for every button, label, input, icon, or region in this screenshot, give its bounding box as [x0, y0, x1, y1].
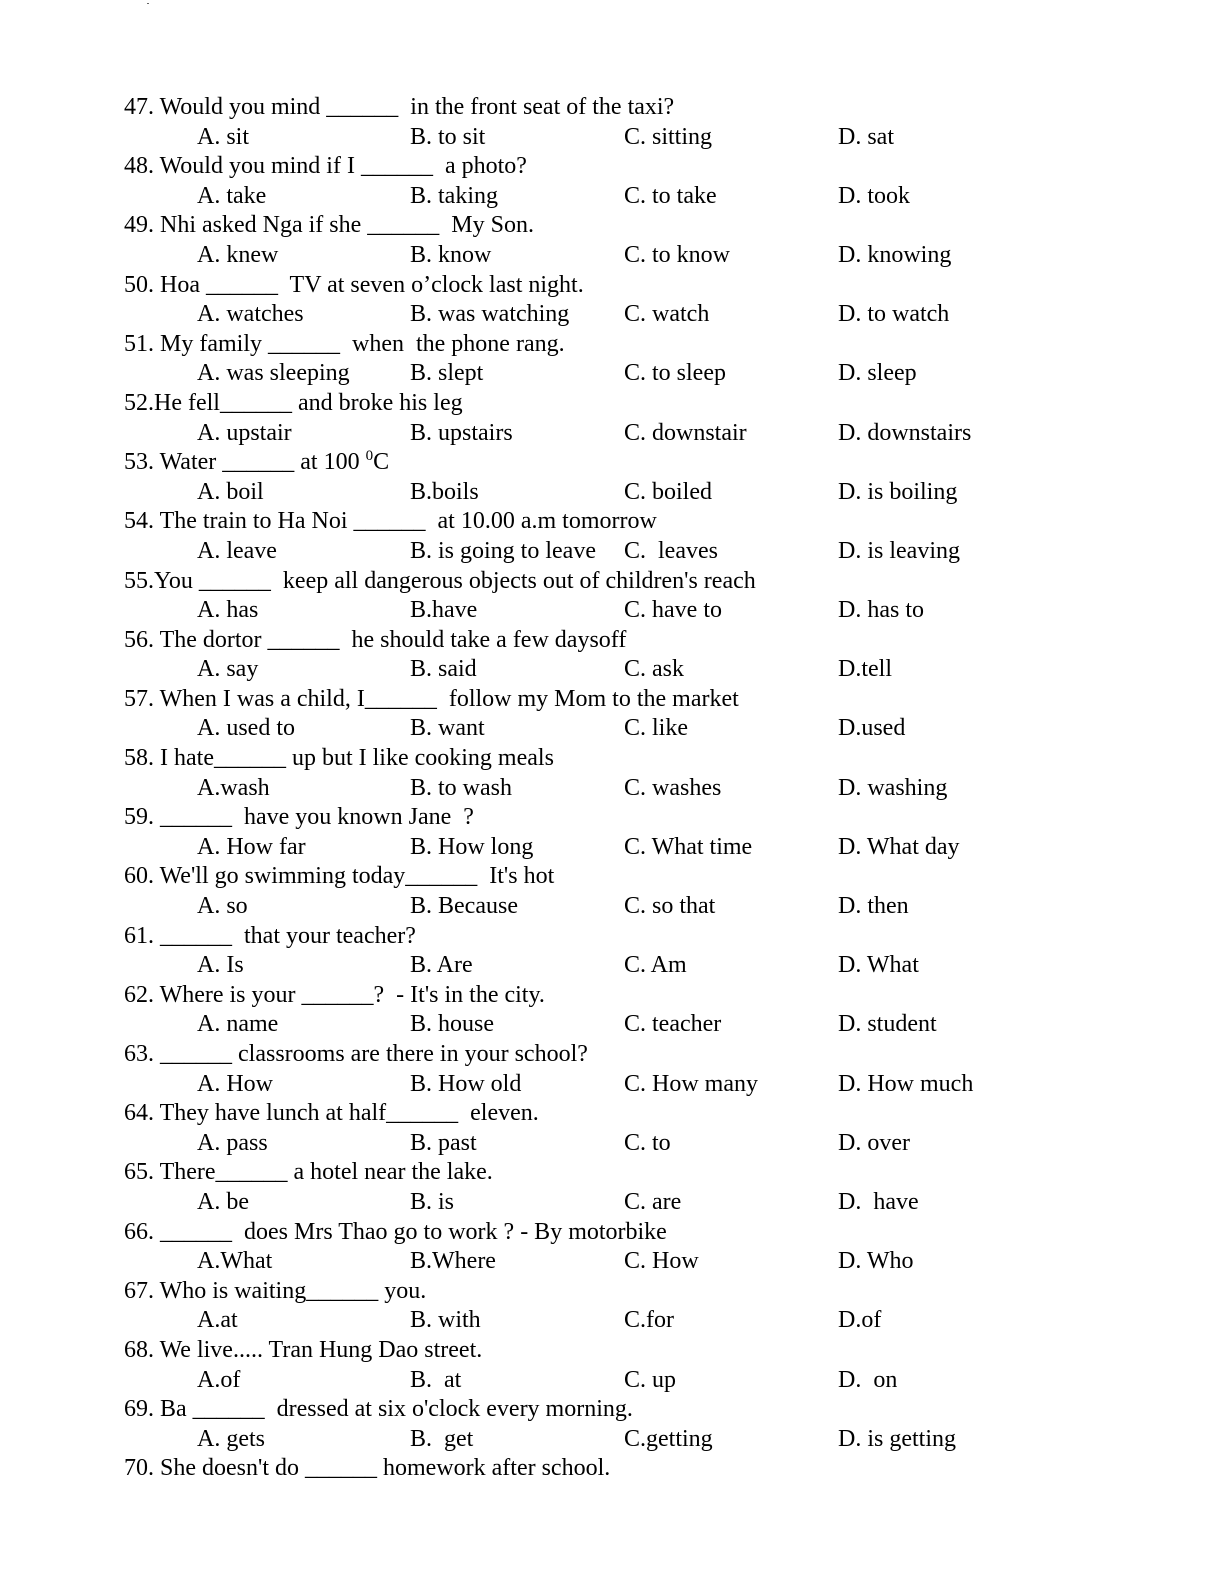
question-text: 56. The dortor ______ he should take a few daysoff [124, 626, 627, 653]
answer-option: B. with [410, 1307, 481, 1334]
answer-option: D. What day [838, 833, 960, 860]
answer-option: C. to [624, 1129, 671, 1156]
answer-option: B. Are [410, 952, 473, 979]
options-row [124, 1306, 1124, 1336]
question-text: 66. ______ does Mrs Thao go to work ? - By motorbike [124, 1218, 667, 1245]
answer-option: A. leave [197, 537, 277, 564]
answer-option: A. upstair [197, 419, 292, 446]
answer-option: D. over [838, 1129, 910, 1156]
answer-option: B. get [410, 1425, 474, 1452]
question-stem [124, 1218, 1124, 1248]
answer-option: C. downstair [624, 419, 747, 446]
answer-option: D. student [838, 1011, 937, 1038]
answer-option: C. are [624, 1188, 682, 1215]
answer-option: B. upstairs [410, 419, 513, 446]
question-text-tail: C [373, 449, 390, 476]
question-stem [124, 626, 1124, 656]
answer-option: A.at [197, 1307, 238, 1334]
answer-option: B.have [410, 597, 478, 624]
options-row [124, 714, 1124, 744]
options-row [124, 241, 1124, 271]
answer-option: D. sat [838, 123, 894, 150]
answer-option: D. has to [838, 597, 924, 624]
answer-option: D. sleep [838, 360, 917, 387]
answer-option: B. past [410, 1129, 477, 1156]
answer-option: A. boil [197, 478, 264, 505]
answer-option: C. What time [624, 833, 753, 860]
options-row [124, 774, 1124, 804]
question-stem [124, 803, 1124, 833]
options-row [124, 1070, 1124, 1100]
options-row [124, 182, 1124, 212]
answer-option: B. is going to leave [410, 537, 596, 564]
answer-option: B. know [410, 241, 492, 268]
answer-option: D. washing [838, 774, 948, 801]
options-row [124, 1425, 1124, 1455]
options-row [124, 1010, 1124, 1040]
answer-option: B. How old [410, 1070, 522, 1097]
question-text: 64. They have lunch at half______ eleven. [124, 1100, 539, 1127]
answer-option: B.Where [410, 1248, 496, 1275]
options-row [124, 359, 1124, 389]
answer-option: A. knew [197, 241, 279, 268]
answer-option: B. said [410, 656, 477, 683]
answer-option: C. sitting [624, 123, 713, 150]
options-row [124, 1366, 1124, 1396]
answer-option: A. name [197, 1011, 279, 1038]
options-row [124, 1247, 1124, 1277]
question-text: 57. When I was a child, I______ follow my Mom to the market [124, 685, 739, 712]
answer-option: A. be [197, 1188, 249, 1215]
answer-option: B. taking [410, 182, 498, 209]
question-text: 48. Would you mind if I ______ a photo? [124, 153, 527, 180]
question-stem [124, 862, 1124, 892]
answer-option: C. up [624, 1366, 677, 1393]
answer-option: D. Who [838, 1248, 914, 1275]
answer-option: A. has [197, 597, 259, 624]
options-row [124, 655, 1124, 685]
answer-option: A. watches [197, 301, 304, 328]
question-text: 69. Ba ______ dressed at six o'clock every morning. [124, 1396, 633, 1423]
answer-option: D. is boiling [838, 478, 958, 505]
answer-option: D. to watch [838, 301, 950, 328]
question-stem [124, 744, 1124, 774]
answer-option: C. Am [624, 952, 687, 979]
question-stem [124, 1040, 1124, 1070]
options-row [124, 951, 1124, 981]
question-text: 50. Hoa ______ TV at seven o’clock last night. [124, 271, 584, 298]
answer-option: B. at [410, 1366, 462, 1393]
question-text: 47. Would you mind ______ in the front seat of the taxi? [124, 94, 675, 120]
question-stem [124, 1277, 1124, 1307]
question-text: 49. Nhi asked Nga if she ______ My Son. [124, 212, 534, 239]
answer-option: C. watch [624, 301, 710, 328]
question-stem [124, 1395, 1124, 1425]
question-stem [124, 93, 1124, 123]
answer-option: D. is leaving [838, 537, 960, 564]
answer-option: C. teacher [624, 1011, 722, 1038]
question-text: 59. ______ have you known Jane ? [124, 804, 474, 831]
options-row [124, 596, 1124, 626]
answer-option: D. downstairs [838, 419, 972, 446]
options-row [124, 123, 1124, 153]
options-row [124, 833, 1124, 863]
question-text: 54. The train to Ha Noi ______ at 10.00 a.m tomorrow [124, 508, 657, 535]
question-stem [124, 448, 1124, 478]
answer-option: A.of [197, 1366, 241, 1393]
answer-option: A. pass [197, 1129, 268, 1156]
answer-option: D. What [838, 952, 919, 979]
question-text: 61. ______ that your teacher? [124, 922, 416, 949]
answer-option: C. ask [624, 656, 684, 683]
question-text: 68. We live..... Tran Hung Dao street. [124, 1336, 483, 1363]
answer-option: A. How [197, 1070, 273, 1097]
answer-option: C. How many [624, 1070, 758, 1097]
answer-option: A. sit [197, 123, 250, 150]
answer-option: C. like [624, 715, 688, 742]
superscript-degree: 0 [365, 448, 374, 465]
answer-option: B. is [410, 1188, 455, 1215]
answer-option: D.used [838, 715, 906, 742]
answer-option: A. say [197, 656, 259, 683]
question-stem [124, 1099, 1124, 1129]
question-text: 70. She doesn't do ______ homework after school. [124, 1455, 611, 1482]
answer-option: B. slept [410, 360, 484, 387]
answer-option: C. to know [624, 241, 731, 268]
answer-option: D.of [838, 1307, 882, 1334]
answer-option: B. was watching [410, 301, 570, 328]
answer-option: A. gets [197, 1425, 265, 1452]
question-text: 60. We'll go swimming today______ It's hot [124, 863, 555, 890]
answer-option: C. to sleep [624, 360, 726, 387]
question-stem [124, 211, 1124, 241]
answer-option: C. have to [624, 597, 722, 624]
options-row [124, 478, 1124, 508]
answer-option: A. take [197, 182, 267, 209]
answer-option: A. used to [197, 715, 295, 742]
answer-option: D. took [838, 182, 910, 209]
answer-option: B. Because [410, 893, 518, 920]
answer-option: A.wash [197, 774, 270, 801]
answer-option: C. leaves [624, 537, 718, 564]
question-stem [124, 1158, 1124, 1188]
answer-option: B. want [410, 715, 485, 742]
answer-option: B. to sit [410, 123, 486, 150]
answer-option: B. to wash [410, 774, 512, 801]
answer-option: C. to take [624, 182, 717, 209]
options-row [124, 1188, 1124, 1218]
options-row [124, 892, 1124, 922]
answer-option: D. How much [838, 1070, 974, 1097]
question-text: 58. I hate______ up but I like cooking meals [124, 745, 554, 772]
question-stem [124, 1454, 1124, 1484]
answer-option: A. was sleeping [197, 360, 350, 387]
question-text: 63. ______ classrooms are there in your school? [124, 1041, 588, 1067]
question-stem [124, 271, 1124, 301]
answer-option: A. How far [197, 833, 306, 860]
question-stem [124, 1336, 1124, 1366]
answer-option: D. then [838, 893, 909, 920]
question-text: 53. Water ______ at 100 [124, 449, 366, 476]
question-stem [124, 922, 1124, 952]
answer-option: C. How [624, 1248, 699, 1275]
question-stem [124, 152, 1124, 182]
scan-speck [147, 3, 149, 4]
options-row [124, 1129, 1124, 1159]
question-stem [124, 567, 1124, 597]
question-text: 52.He fell______ and broke his leg [124, 389, 463, 416]
question-text: 51. My family ______ when the phone rang. [124, 330, 565, 357]
question-stem [124, 507, 1124, 537]
question-text: 65. There______ a hotel near the lake. [124, 1159, 493, 1186]
answer-option: B. house [410, 1011, 494, 1038]
answer-option: C. boiled [624, 478, 712, 505]
answer-option: D. on [838, 1366, 898, 1393]
answer-option: A. Is [197, 952, 244, 979]
options-row [124, 537, 1124, 567]
answer-option: C. so that [624, 893, 716, 920]
answer-option: D.tell [838, 656, 892, 683]
options-row [124, 419, 1124, 449]
question-stem [124, 389, 1124, 419]
question-text: 67. Who is waiting______ you. [124, 1277, 427, 1304]
answer-option: C. washes [624, 774, 722, 801]
answer-option: D. knowing [838, 241, 952, 268]
question-text: 55.You ______ keep all dangerous objects out of children's reach [124, 567, 756, 594]
answer-option: B. How long [410, 833, 534, 860]
answer-option: A.What [197, 1248, 273, 1275]
answer-option: C.getting [624, 1425, 713, 1452]
question-stem [124, 330, 1124, 360]
answer-option: D. have [838, 1188, 919, 1215]
answer-option: C.for [624, 1307, 674, 1334]
answer-option: A. so [197, 893, 248, 920]
question-stem [124, 981, 1124, 1011]
options-row [124, 300, 1124, 330]
answer-option: D. is getting [838, 1425, 956, 1452]
question-text: 62. Where is your ______? - It's in the city. [124, 981, 545, 1008]
question-stem [124, 685, 1124, 715]
answer-option: B.boils [410, 478, 479, 505]
question-list [124, 93, 1124, 1484]
